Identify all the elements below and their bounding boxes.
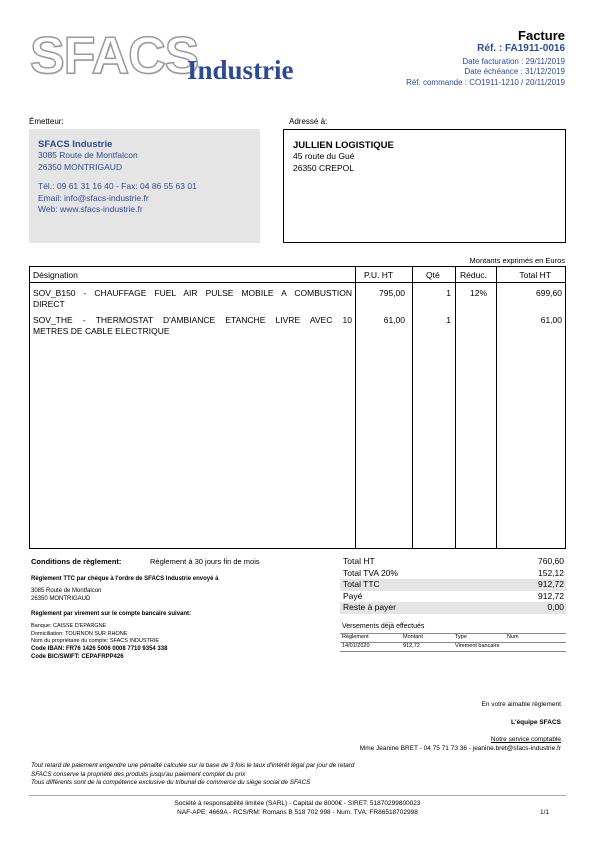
cheque-title: Règlement TTC par chèque à l'ordre de SFACS Industrie envoyé à [31, 576, 219, 582]
recipient-address-1: 45 route du Gué [293, 151, 355, 161]
footer-divider [29, 795, 566, 796]
row-2-designation-line-1: SOV_THE - THERMOSTAT D'AMBIANCE ETANCHE LIVRE AVEC 10 [33, 315, 352, 325]
transfer-title: Règlement par virement sur le compte bancaire suivant: [31, 611, 192, 617]
row-2-unit-price: 61,00 [383, 315, 405, 325]
row-1-discount: 12% [469, 288, 487, 298]
payments-divider [340, 642, 566, 643]
issuer-email[interactable]: Email: info@sfacs-industrie.fr [38, 192, 149, 203]
remaining-value: 0,00 [547, 602, 564, 612]
footer-line-2: NAF-APE: 4669A - RCS/RM: Romans B 518 702 998 - Num. TVA: FR86518702998 [177, 809, 418, 816]
legal-note-3: Tous différents sont de la compétence exclusive du tribunal de commerce du siège social de SFACS [31, 779, 311, 786]
currency-note: Montants exprimés en Euros [469, 256, 565, 265]
payment-date: 14/01/2020 [342, 643, 370, 649]
recipient-box [283, 129, 566, 243]
accounting-contact: Mme Jeanine BRET - 04 75 71 73 36 - jeanine.bret@sfacs-industrie.fr [359, 745, 561, 752]
issuer-web[interactable]: Web: www.sfacs-industrie.fr [38, 204, 143, 214]
logo-industrie: Industrie [187, 55, 294, 85]
payments-divider [340, 651, 566, 652]
invoice-date: Date facturation : 29/11/2019 [462, 57, 565, 66]
total-tva-value: 152,12 [538, 567, 564, 578]
payment-type: Virement bancaire [455, 643, 500, 649]
issuer-address-2: 26350 MONTRIGAUD [38, 161, 123, 172]
closing-team: L'équipe SFACS [511, 719, 561, 726]
issuer-label: Émetteur: [29, 117, 64, 126]
header-unit-price: P.U. HT [364, 270, 394, 280]
cheque-address-1: 3085 Route de Montfalcon [31, 588, 102, 594]
issuer-name: SFACS Industrie [38, 139, 113, 150]
row-1-designation-line-2: DIRECT [33, 298, 65, 309]
due-date: Date échéance : 31/12/2019 [464, 67, 565, 76]
payments-header-amount: Montant [403, 634, 423, 640]
footer-line-1: Société à responsabilité limitée (SARL) - Capital de 8000€ - SIRET: 51870299800023 [174, 800, 421, 807]
payment-amount: 912,72 [403, 643, 420, 649]
accounting-service-title: Notre service comptable [490, 736, 561, 743]
column-divider [496, 267, 497, 548]
total-ttc-value: 912,72 [538, 579, 564, 589]
header-total: Total HT [519, 270, 551, 280]
iban-code: Code IBAN: FR76 1426 5006 0008 7710 9354 338 [31, 645, 168, 652]
recipient-name: JULLIEN LOGISTIQUE [293, 140, 394, 151]
column-divider [412, 267, 413, 548]
issuer-phone: Tél.: 09 61 31 16 40 - Fax: 04 86 55 63 01 [38, 181, 197, 191]
row-1-total: 699,60 [536, 288, 562, 298]
cheque-address-2: 26350 MONTRIGAUD [31, 596, 91, 602]
payments-title: Versements déjà effectués [342, 623, 425, 630]
page-number: 1/1 [539, 809, 549, 816]
header-discount: Réduc. [460, 270, 487, 280]
invoice-reference: Réf. : FA1911-0016 [477, 43, 565, 54]
account-owner: Nom du propriétaire du compte: SFACS INDUSTRIE [31, 638, 160, 644]
total-ttc-label: Total TTC [343, 579, 380, 589]
bank-domiciliation: Domiciliation: TOURNON SUR RHONE [31, 630, 128, 637]
recipient-label: Adressé à: [289, 117, 328, 126]
total-ht-label: Total HT [343, 556, 375, 566]
header-designation: Désignation [33, 270, 78, 280]
legal-note-1: Tout retard de paiement engendre une pénalité calculée sur la base de 3 fois le taux d'intérêt légal par jour de retard [31, 762, 355, 769]
issuer-address-1: 3085 Route de Montfalcon [38, 150, 138, 160]
total-tva-label: Total TVA 20% [343, 567, 398, 578]
order-reference: Réf. commande : CO1911-1210 / 20/11/2019 [406, 78, 565, 87]
bic-code: Code BIC/SWIFT: CEPAFRPP426 [31, 654, 124, 660]
document-title: Facture [518, 28, 565, 43]
issuer-box [29, 129, 260, 243]
row-1-designation-line-1: SOV_B150 - CHAUFFAGE FUEL AIR PULSE MOBILE A COMBUSTION [33, 288, 352, 298]
row-2-quantity: 1 [446, 315, 451, 325]
remaining-row [340, 602, 566, 614]
paid-value: 912,72 [538, 590, 564, 601]
closing-greeting: En votre aimable règlement [481, 701, 561, 708]
row-1-unit-price: 795,00 [379, 288, 405, 298]
paid-row [340, 591, 566, 603]
total-tva-row [340, 568, 566, 580]
conditions-value: Règlement à 30 jours fin de mois [150, 557, 260, 566]
bank-name: Banque: CAISSE D'EPARGNE [31, 623, 107, 629]
logo-sfacs: SFACS [30, 27, 199, 85]
payments-header-num: Num [507, 634, 519, 640]
row-2-total: 61,00 [540, 315, 562, 325]
legal-notes [31, 762, 354, 788]
row-2-designation-line-2: METRES DE CABLE ELECTRIQUE [33, 325, 170, 336]
legal-note-2: SFACS conserve la propriété des produits jusqu'au paiement complet du prix [31, 770, 246, 778]
header-quantity: Qté [426, 270, 440, 280]
column-divider [455, 267, 456, 548]
total-ttc-row [340, 579, 566, 591]
total-ht-value: 760,60 [538, 556, 564, 566]
invoice-table [29, 266, 566, 549]
payments-divider [340, 633, 566, 634]
paid-label: Payé [343, 590, 363, 601]
payments-header-type: Type [455, 634, 467, 640]
remaining-label: Reste à payer [343, 602, 396, 612]
row-1-quantity: 1 [446, 288, 451, 298]
payments-header-date: Règlement [342, 634, 369, 640]
recipient-address-2: 26350 CREPOL [293, 162, 354, 173]
conditions-label: Conditions de règlement: [31, 557, 122, 566]
column-divider [355, 267, 356, 548]
total-ht-row [340, 556, 566, 568]
